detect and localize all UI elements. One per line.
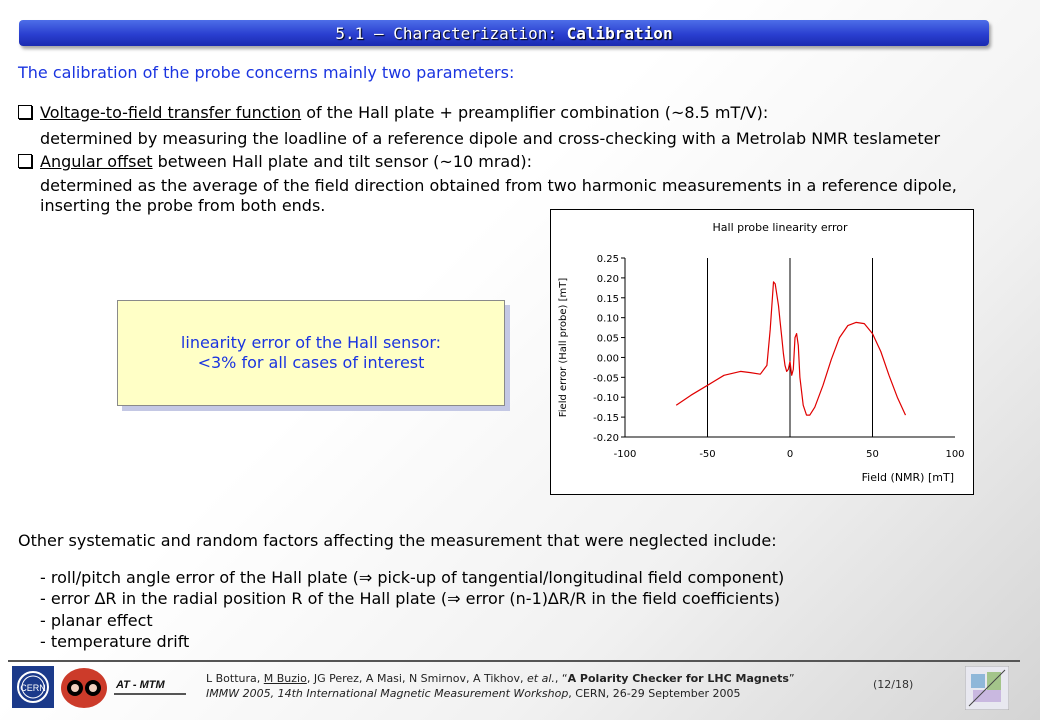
y-tick-label: -0.10 xyxy=(593,393,619,405)
y-tick-label: 0.10 xyxy=(596,313,619,325)
checkbox-bullet-icon xyxy=(18,105,32,119)
citation-authors: L Bottura, xyxy=(206,672,264,685)
bullet-detail: determined by measuring the loadline of a reference dipole and cross-checking with a Metrolab NMR teslameter xyxy=(40,129,941,148)
linearity-chart xyxy=(550,209,974,495)
checkbox-bullet-icon xyxy=(18,154,32,168)
x-tick-label: 0 xyxy=(786,449,794,460)
cern-logo-text: CERN xyxy=(20,683,46,693)
footer-divider xyxy=(8,660,1020,662)
bullet-angular-offset xyxy=(18,152,532,172)
other-factors-heading: Other systematic and random factors affecting the measurement that were neglected include: xyxy=(18,531,777,550)
citation-conference: IMMW 2005, 14th International Magnetic Measurement Workshop xyxy=(206,687,569,700)
y-tick-label: 0.00 xyxy=(596,353,619,365)
at-mtm-logo-icon xyxy=(110,672,190,702)
bullet-detail: determined as the average of the field direction obtained from two harmonic measurements in a reference dipole, xyxy=(40,176,957,195)
citation-author-underlined: M Buzio xyxy=(263,672,307,685)
y-tick-label: -0.05 xyxy=(593,373,619,385)
y-tick-label: 0.05 xyxy=(596,333,619,345)
at-mtm-logo-text: AT - MTM xyxy=(116,679,165,691)
linearity-callout xyxy=(117,300,505,406)
factor-item: - temperature drift xyxy=(40,632,190,651)
citation-paper-title: A Polarity Checker for LHC Magnets xyxy=(567,672,789,685)
bullet-detail: inserting the probe from both ends. xyxy=(40,196,326,215)
factor-item: - planar effect xyxy=(40,611,153,630)
citation-etal: et al. xyxy=(527,672,555,685)
x-tick-label: -100 xyxy=(613,449,637,460)
callout-line: linearity error of the Hall sensor: xyxy=(180,333,442,352)
citation-authors: , JG Perez, A Masi, N Smirnov, A Tikhov, xyxy=(306,672,528,685)
callout-line: <3% for all cases of interest xyxy=(197,353,425,372)
y-axis-label: Field error (Hall probe) [mT] xyxy=(558,277,569,418)
factor-item: - roll/pitch angle error of the Hall plate (⇒ pick-up of tangential/longitudinal field component) xyxy=(40,568,785,587)
footer-citation xyxy=(206,671,795,701)
chart-title: Hall probe linearity error xyxy=(712,221,848,234)
cern-logo-icon xyxy=(12,666,54,708)
magnet-logo-icon xyxy=(60,666,108,710)
slide-title-bold: Calibration xyxy=(566,23,673,43)
citation-line-2 xyxy=(206,686,795,701)
citation-place: , CERN, 26-29 September 2005 xyxy=(568,687,741,700)
page-number: (12/18) xyxy=(873,678,914,691)
y-tick-label: -0.20 xyxy=(593,433,619,444)
y-tick-label: -0.15 xyxy=(593,413,619,425)
slide-title: 5.1 – Characterization: Calibration xyxy=(335,23,673,43)
citation-line-1: L Bottura, M Buzio, JG Perez, A Masi, N Smirnov, A Tikhov, et al., “A Polarity Checker for LHC Magnets” xyxy=(206,672,795,685)
y-tick-label: 0.20 xyxy=(596,273,619,285)
x-axis-label: Field (NMR) [mT] xyxy=(861,471,954,484)
slide-title-bar xyxy=(19,20,989,46)
bullet-term: Angular offset xyxy=(40,152,153,171)
x-tick-label: -50 xyxy=(699,449,716,460)
bullet-text: of the Hall plate + preamplifier combination (~8.5 mT/V): xyxy=(301,103,769,122)
bullet-text: between Hall plate and tilt sensor (~10 mrad): xyxy=(152,152,533,171)
immw-logo-icon xyxy=(965,666,1009,710)
bullet-transfer-function xyxy=(18,103,768,123)
bullet-term: Voltage-to-field transfer function xyxy=(40,103,302,122)
y-tick-label: 0.15 xyxy=(596,293,619,305)
linearity-error-line xyxy=(676,282,905,415)
x-tick-label: 100 xyxy=(945,449,965,460)
x-tick-label: 50 xyxy=(866,449,879,460)
factor-item: - error ∆R in the radial position R of the Hall plate (⇒ error (n-1)∆R/R in the field coefficients) xyxy=(40,589,781,608)
y-tick-label: 0.25 xyxy=(596,254,619,265)
intro-text: The calibration of the probe concerns mainly two parameters: xyxy=(18,63,515,82)
chart-svg xyxy=(551,210,973,494)
